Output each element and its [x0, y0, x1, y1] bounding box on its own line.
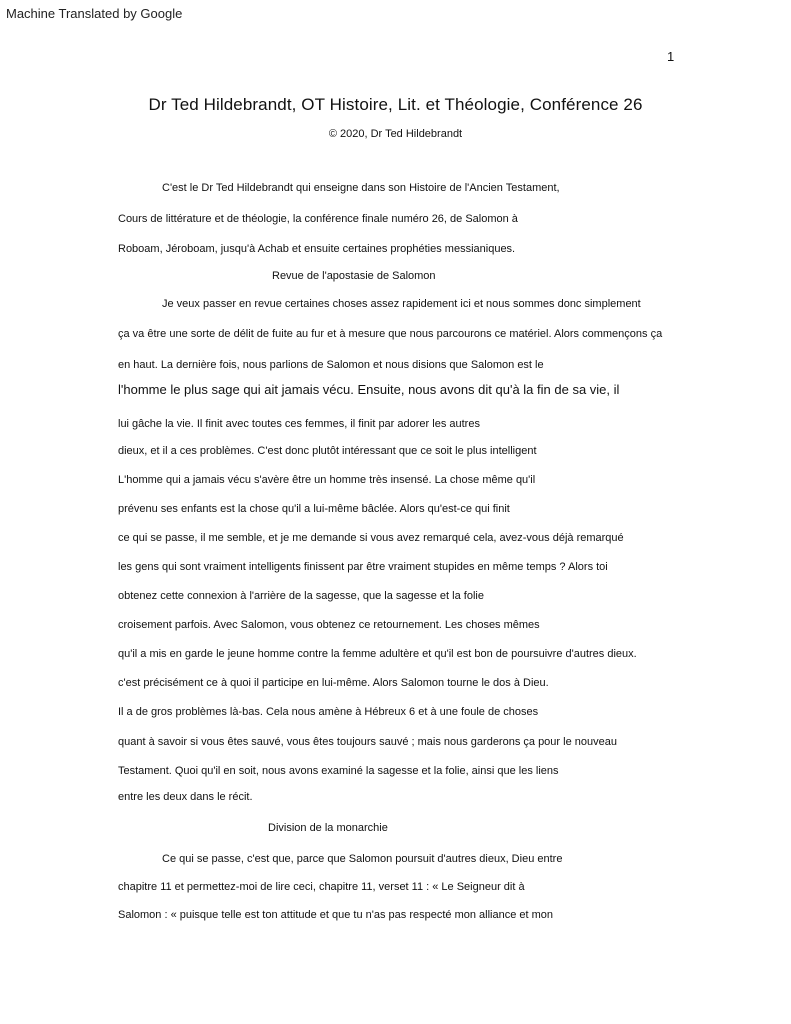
text-line: chapitre 11 et permettez-moi de lire ceci, chapitre 11, verset 11 : « Le Seigneur dit à [118, 881, 525, 893]
page-number: 1 [667, 49, 675, 64]
text-line: qu'il a mis en garde le jeune homme contre la femme adultère et qu'il est bon de poursuivre d'autres dieux. [118, 648, 637, 660]
text-line: Ce qui se passe, c'est que, parce que Salomon poursuit d'autres dieux, Dieu entre [162, 853, 563, 865]
text-line: C'est le Dr Ted Hildebrandt qui enseigne dans son Histoire de l'Ancien Testament, [162, 182, 560, 194]
text-line: lui gâche la vie. Il finit avec toutes ces femmes, il finit par adorer les autres [118, 418, 480, 430]
text-line: ça va être une sorte de délit de fuite au fur et à mesure que nous parcourons ce matériel. Alors commençons ça [118, 328, 663, 340]
document-title: Dr Ted Hildebrandt, OT Histoire, Lit. et Théologie, Conférence 26 [148, 95, 643, 114]
text-line: Il a de gros problèmes là-bas. Cela nous amène à Hébreux 6 et à une foule de choses [118, 706, 539, 718]
text-line: Je veux passer en revue certaines choses assez rapidement ici et nous sommes donc simplement [162, 298, 641, 310]
section-heading-apostasy: Revue de l'apostasie de Salomon [272, 270, 436, 282]
copyright-line: © 2020, Dr Ted Hildebrandt [328, 128, 463, 140]
text-line: c'est précisément ce à quoi il participe en lui-même. Alors Salomon tourne le dos à Dieu. [118, 677, 549, 689]
text-line: Testament. Quoi qu'il en soit, nous avons examiné la sagesse et la folie, ainsi que les liens [118, 765, 559, 777]
text-line: croisement parfois. Avec Salomon, vous obtenez ce retournement. Les choses mêmes [118, 619, 540, 631]
text-line: l'homme le plus sage qui ait jamais vécu. Ensuite, nous avons dit qu'à la fin de sa vie, il [118, 382, 620, 397]
text-line: entre les deux dans le récit. [118, 791, 253, 803]
text-line: en haut. La dernière fois, nous parlions de Salomon et nous disions que Salomon est le [118, 359, 544, 371]
text-line: Roboam, Jéroboam, jusqu'à Achab et ensuite certaines prophéties messianiques. [118, 243, 516, 255]
text-line: L'homme qui a jamais vécu s'avère être un homme très insensé. La chose même qu'il [118, 474, 536, 486]
text-line: les gens qui sont vraiment intelligents finissent par être vraiment stupides en même temps ? Alors toi [118, 561, 608, 573]
machine-translation-banner: Machine Translated by Google [6, 6, 183, 21]
text-line: Cours de littérature et de théologie, la conférence finale numéro 26, de Salomon à [118, 213, 518, 225]
text-line: dieux, et il a ces problèmes. C'est donc plutôt intéressant que ce soit le plus intelligent [118, 445, 537, 457]
text-line: quant à savoir si vous êtes sauvé, vous êtes toujours sauvé ; mais nous garderons ça pour le nouveau [118, 736, 617, 748]
text-line: prévenu ses enfants est la chose qu'il a lui-même bâclée. Alors qu'est-ce qui finit [118, 503, 510, 515]
text-line: Salomon : « puisque telle est ton attitude et que tu n'as pas respecté mon alliance et mon [118, 909, 554, 921]
text-line: ce qui se passe, il me semble, et je me demande si vous avez remarqué cela, avez-vous déjà remarqué [118, 532, 624, 544]
text-line: obtenez cette connexion à l'arrière de la sagesse, que la sagesse et la folie [118, 590, 484, 602]
section-heading-division: Division de la monarchie [268, 822, 388, 834]
